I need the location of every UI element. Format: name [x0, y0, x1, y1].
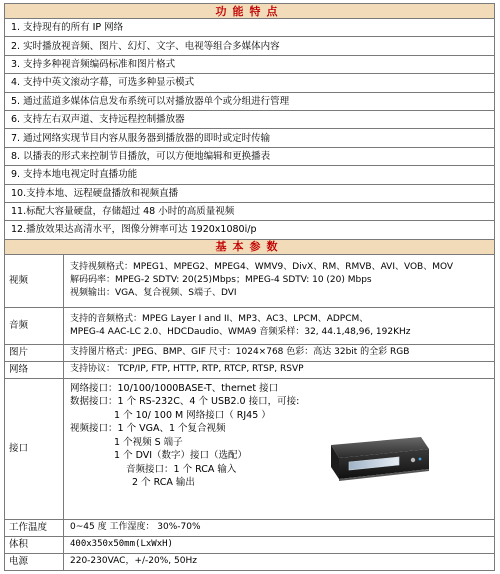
- audio-value: [64, 307, 495, 344]
- interface-line: 2 个 RCA 输出: [132, 477, 195, 489]
- audio-label: 音频: [5, 307, 64, 344]
- volume-value: 400x350x50mm(LxWxH): [64, 536, 495, 553]
- interface-label: 接口: [5, 378, 64, 519]
- feature-item: 8. 以播表的形式来控制节目播放，可以方便地编辑和更换播表: [5, 147, 495, 165]
- feature-item: 11.标配大容量硬盘，存储超过 48 小时的高质量视频: [5, 202, 495, 220]
- video-bitrate: 解码码率：MPEG-2 SDTV: 20(25)Mbps；MPEG-4 SDTV: 10 (20) Mbps: [70, 275, 372, 286]
- interface-line: 1 个 10/ 100 M 网络接口（ RJ45 ）: [114, 409, 271, 421]
- media-player-device-image: [321, 431, 431, 487]
- network-value: 支持协议： TCP/IP, FTP, HTTP, RTP, RTCP, RTSP, RSVP: [64, 361, 495, 378]
- feature-item: 4. 支持中英文滚动字幕，可选多种显示模式: [5, 74, 495, 92]
- params-header: 基本参数: [5, 239, 495, 254]
- temperature-label: 工作温度: [5, 519, 64, 536]
- interface-line: 音频接口：1 个 RCA 输入: [126, 463, 237, 475]
- interface-line: 网络接口：10/100/1000BASE-T、thernet 接口: [70, 382, 279, 394]
- video-formats: 支持视频格式：MPEG1、MPEG2、MPEG4、WMV9、DivX、RM、RMVB、AVI、VOB、MOV: [70, 262, 454, 273]
- video-value: [64, 254, 495, 307]
- interface-line: 数据接口：1 个 RS-232C、4 个 USB2.0 接口，可接:: [70, 396, 300, 408]
- spec-sheet: [4, 3, 495, 571]
- image-label: 图片: [5, 344, 64, 361]
- feature-item: 7. 通过网络实现节目内容从服务器到播放器的即时或定时传输: [5, 129, 495, 147]
- image-value: 支持图片格式：JPEG、BMP、GIF 尺寸：1024×768 色彩：高达 32bit 的全彩 RGB: [64, 344, 495, 361]
- spec-table: [4, 3, 495, 571]
- interface-line: 1 个视频 S 端子: [114, 436, 183, 448]
- video-output: 视频输出：VGA、复合视频、S端子、DVI: [70, 288, 237, 299]
- video-label: 视频: [5, 254, 64, 307]
- feature-item: 12.播放效果达高清水平，图像分辨率可达 1920x1080i/p: [5, 221, 495, 239]
- features-list: [5, 19, 495, 240]
- feature-item: 3. 支持多种视音频编码标准和图片格式: [5, 55, 495, 73]
- power-value: 220-230VAC，+/-20%, 50Hz: [64, 553, 495, 570]
- feature-item: 6. 支持左右双声道、支持远程控制播放器: [5, 110, 495, 128]
- interface-value: [64, 378, 495, 519]
- feature-item: 1. 支持现有的所有 IP 网络: [5, 19, 495, 37]
- feature-item: 2. 实时播放视音频、图片、幻灯、文字、电视等组合多媒体内容: [5, 37, 495, 55]
- audio-formats: 支持的音频格式：MPEG Layer I and II、MP3、AC3、LPCM、ADPCM、: [70, 313, 369, 324]
- feature-item: 10.支持本地、远程硬盘播放和视频直播: [5, 184, 495, 202]
- feature-item: 9. 支持本地电视定时直播功能: [5, 166, 495, 184]
- interface-lines: [70, 382, 299, 490]
- temperature-value: 0~45 度 工作湿度： 30%-70%: [64, 519, 495, 536]
- audio-sampling: MPEG-4 AAC-LC 2.0、HDCDaudio、WMA9 音频采样：32, 44.1,48,96, 192KHz: [70, 326, 411, 337]
- network-label: 网络: [5, 361, 64, 378]
- feature-item: 5. 通过蓝道多媒体信息发布系统可以对播放器单个或分组进行管理: [5, 92, 495, 110]
- features-header: 功能特点: [5, 4, 495, 19]
- interface-line: 视频接口：1 个 VGA、1 个复合视频: [70, 423, 226, 435]
- power-label: 电源: [5, 553, 64, 570]
- interface-line: 1 个 DVI（数字）接口（选配）: [114, 450, 248, 462]
- volume-label: 体积: [5, 536, 64, 553]
